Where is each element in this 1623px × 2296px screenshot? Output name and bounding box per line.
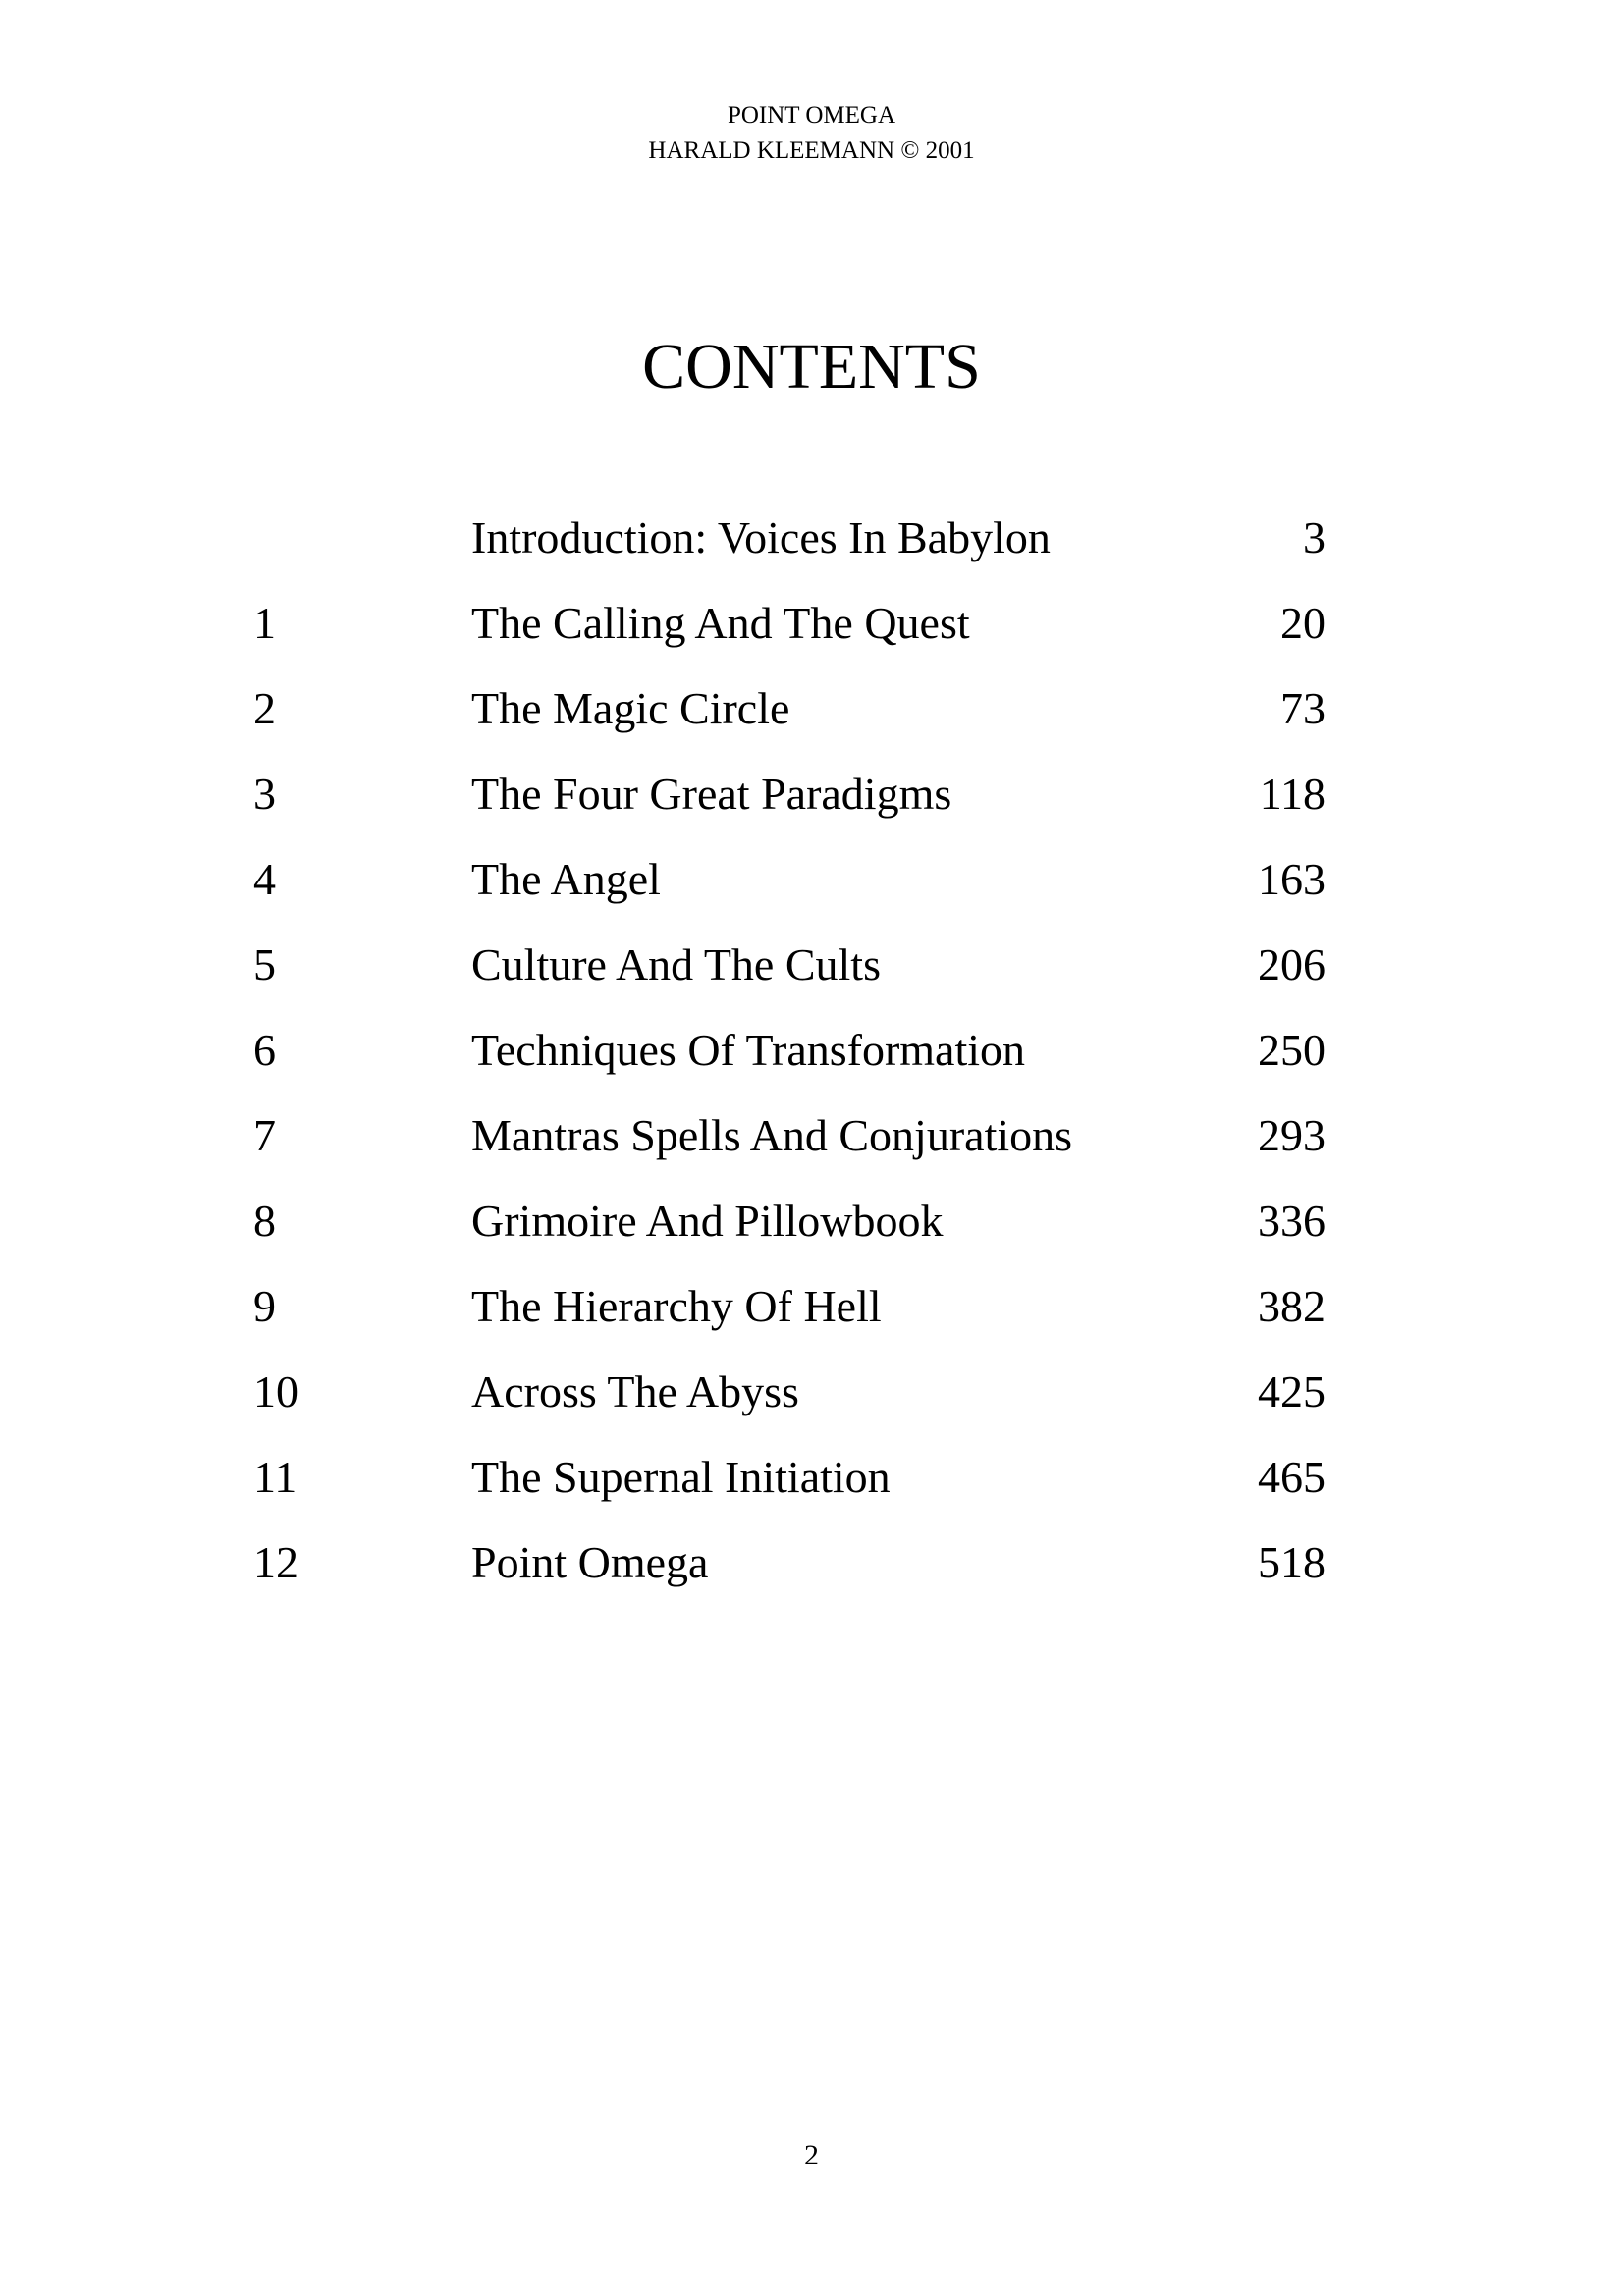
toc-chapter-number: 6: [253, 1025, 276, 1075]
toc-entry-6: [0, 1021, 1623, 1106]
toc-entry-8: [0, 1192, 1623, 1277]
toc-chapter-title: The Four Great Paradigms: [471, 769, 952, 819]
toc-chapter-title: Mantras Spells And Conjurations: [471, 1110, 1073, 1160]
toc-entry-12: [0, 1533, 1623, 1619]
toc-chapter-number: 12: [253, 1537, 298, 1587]
toc-page-number: 518: [1258, 1537, 1325, 1587]
toc-chapter-title: Point Omega: [471, 1537, 709, 1587]
toc-chapter-number: 10: [253, 1366, 298, 1416]
toc-page-number: 73: [1280, 683, 1325, 733]
toc-chapter-title: Grimoire And Pillowbook: [471, 1196, 944, 1246]
toc-chapter-number: 8: [253, 1196, 276, 1246]
toc-chapter-number: 4: [253, 854, 276, 904]
toc-chapter-title: The Calling And The Quest: [471, 598, 970, 648]
toc-chapter-title: The Supernal Initiation: [471, 1452, 891, 1502]
toc-page-number: 20: [1280, 598, 1325, 648]
toc-page-number: 425: [1258, 1366, 1325, 1416]
toc-entry-3: [0, 765, 1623, 850]
toc-page-number: 206: [1258, 939, 1325, 989]
toc-entry-introduction: [0, 508, 1623, 594]
toc-chapter-title: Introduction: Voices In Babylon: [471, 512, 1051, 562]
toc-entry-9: [0, 1277, 1623, 1362]
toc-entry-10: [0, 1362, 1623, 1448]
toc-entry-1: [0, 594, 1623, 679]
toc-chapter-title: Culture And The Cults: [471, 939, 881, 989]
toc-entry-11: [0, 1448, 1623, 1533]
toc-page-number: 293: [1258, 1110, 1325, 1160]
toc-page-number: 250: [1258, 1025, 1325, 1075]
toc-chapter-title: Across The Abyss: [471, 1366, 799, 1416]
page-footer-number: 2: [804, 2139, 819, 2171]
running-header: [0, 98, 1623, 169]
toc-page-number: 465: [1258, 1452, 1325, 1502]
toc-chapter-title: The Hierarchy Of Hell: [471, 1281, 882, 1331]
toc-page-number: 118: [1259, 769, 1325, 819]
toc-chapter-number: 9: [253, 1281, 276, 1331]
toc-chapter-number: 1: [253, 598, 276, 648]
toc-chapter-number: 5: [253, 939, 276, 989]
toc-chapter-title: Techniques Of Transformation: [471, 1025, 1026, 1075]
toc-page-number: 336: [1258, 1196, 1325, 1246]
header-author-copyright: HARALD KLEEMANN © 2001: [648, 137, 975, 164]
toc-page-number: 3: [1303, 512, 1325, 562]
toc-entry-5: [0, 935, 1623, 1021]
table-of-contents: [0, 508, 1623, 1619]
toc-chapter-number: 2: [253, 683, 276, 733]
toc-chapter-number: 3: [253, 769, 276, 819]
toc-chapter-number: 7: [253, 1110, 276, 1160]
toc-chapter-title: The Magic Circle: [471, 683, 790, 733]
page-title: CONTENTS: [642, 331, 981, 402]
toc-page-number: 163: [1258, 854, 1325, 904]
toc-page-number: 382: [1258, 1281, 1325, 1331]
toc-entry-7: [0, 1106, 1623, 1192]
toc-chapter-title: The Angel: [471, 854, 661, 904]
header-book-title: POINT OMEGA: [727, 102, 896, 129]
toc-entry-4: [0, 850, 1623, 935]
toc-entry-2: [0, 679, 1623, 765]
toc-chapter-number: 11: [253, 1452, 298, 1502]
